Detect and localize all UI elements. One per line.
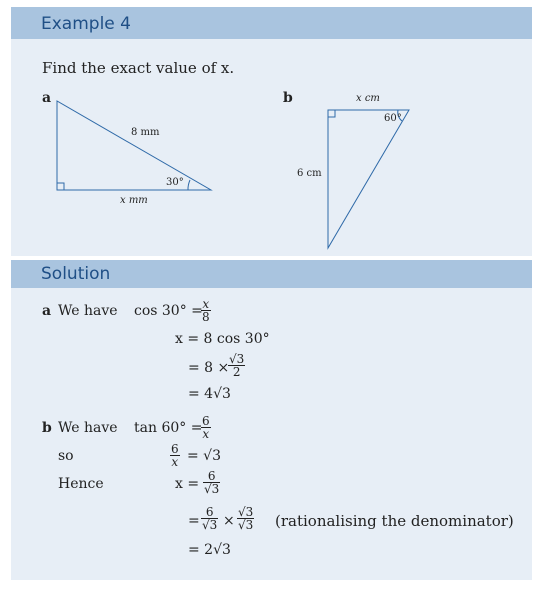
triangle-b-side-label: 6 cm — [297, 168, 322, 179]
sol-a-line2: x = 8 cos 30° — [175, 331, 270, 347]
sol-b-line5: = 2√3 — [188, 542, 231, 558]
sol-a-frac3: $\frac{√3}{2}$ — [229, 352, 245, 379]
sol-a-frac1: $\frac{x}{8}$ — [202, 297, 210, 324]
triangle-a-angle-label: 30° — [166, 177, 184, 188]
sol-b-we-have: We have — [58, 420, 118, 436]
part-a-label: a — [42, 90, 52, 106]
sol-a-line3: = 8 × — [188, 360, 230, 376]
triangle-a-figure — [0, 0, 549, 260]
sol-b-frac2: $\frac{6}{x}$ — [171, 442, 179, 469]
triangle-b-angle-label: 60° — [384, 113, 402, 124]
sol-b-line2: = √3 — [187, 448, 222, 464]
sol-b-frac4a: $\frac{6}{√3}$ — [202, 505, 218, 532]
sol-b-label: b — [42, 420, 52, 436]
instruction-text: Find the exact value of x. — [42, 59, 235, 77]
example-title: Example 4 — [41, 14, 131, 34]
sol-b-times: × — [223, 513, 235, 529]
sol-b-frac4b: $\frac{√3}{√3}$ — [238, 505, 254, 532]
triangle-a-base-label: x mm — [120, 195, 148, 206]
sol-a-line4: = 4√3 — [188, 386, 231, 402]
sol-b-note: (rationalising the denominator) — [275, 512, 514, 530]
sol-a-line1: cos 30° = — [134, 303, 203, 319]
sol-a-we-have: We have — [58, 303, 118, 319]
sol-b-line3: x = — [175, 476, 200, 492]
solution-header — [11, 260, 532, 288]
part-b-label: b — [283, 90, 293, 106]
triangle-a-hyp-label: 8 mm — [131, 127, 160, 138]
sol-b-so: so — [58, 448, 74, 464]
sol-a-line4-root: √3 — [213, 386, 231, 402]
sol-b-hence: Hence — [58, 476, 104, 492]
sol-b-line1: tan 60° = — [134, 420, 203, 436]
sol-b-line4-eq: = — [188, 513, 200, 529]
solution-title: Solution — [41, 264, 111, 284]
sol-b-frac1: $\frac{6}{x}$ — [202, 414, 210, 441]
triangle-b-top-label: x cm — [356, 93, 380, 104]
sol-a-label: a — [42, 303, 52, 319]
sol-b-frac3: $\frac{6}{√3}$ — [204, 469, 220, 496]
